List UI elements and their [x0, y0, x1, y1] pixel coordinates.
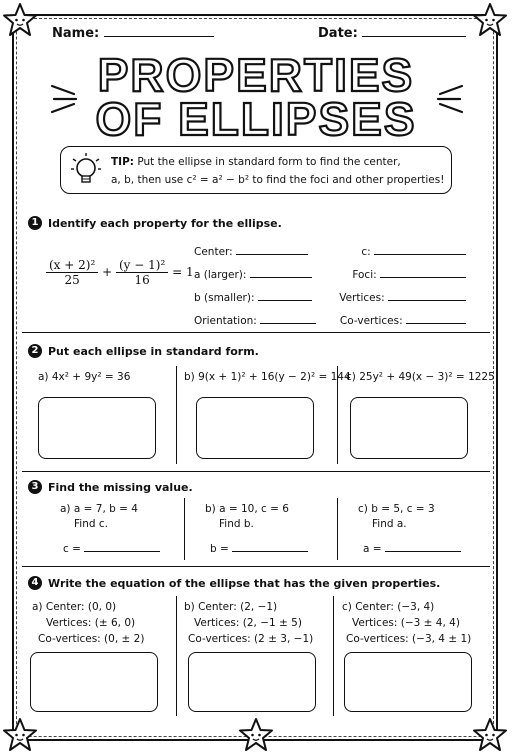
burst-lines-icon — [432, 80, 466, 116]
property-covertices[interactable] — [336, 310, 466, 333]
section1-left-properties — [194, 241, 316, 333]
answer-label: b = — [210, 543, 229, 555]
date-label: Date: — [318, 26, 358, 41]
problem-covertices: Co-vertices: (2 ± 3, −1) — [188, 633, 314, 645]
answer-label: c = — [63, 543, 81, 555]
tip-text — [111, 153, 444, 189]
tip-line1: Put the ellipse in standard form to find the center, — [137, 156, 401, 168]
section2-problem-a: a) 4x² + 9y² = 36 — [38, 371, 131, 383]
section3-problem-c — [358, 502, 435, 532]
star-icon — [2, 2, 38, 38]
page-title-line2: OF ELLIPSES — [95, 93, 417, 145]
burst-lines-icon — [48, 80, 82, 116]
property-label: a (larger): — [194, 269, 247, 281]
column-divider — [176, 596, 177, 716]
answer-box[interactable] — [188, 652, 316, 712]
section-divider — [22, 566, 490, 567]
problem-covertices: Co-vertices: (−3, 4 ± 1) — [346, 633, 472, 645]
property-b[interactable] — [194, 287, 316, 310]
tip-label: TIP: — [111, 156, 134, 168]
equation-numerator-2: (y − 1)² — [116, 258, 168, 273]
section1-title: Identify each property for the ellipse. — [48, 217, 282, 230]
property-label: Vertices: — [339, 292, 385, 304]
section3-problem-b — [205, 502, 289, 532]
equation-numerator-1: (x + 2)² — [46, 258, 98, 273]
section2-number: 2 — [28, 344, 42, 358]
answer-box[interactable] — [38, 397, 156, 459]
section-divider — [22, 332, 490, 333]
section4-problem-b — [184, 599, 313, 647]
date-field[interactable] — [318, 26, 466, 41]
answer-blank[interactable] — [388, 300, 466, 301]
section4-number: 4 — [28, 576, 42, 590]
property-label: c: — [361, 246, 371, 258]
equation-denominator-2: 16 — [134, 273, 150, 287]
column-divider — [333, 596, 334, 716]
property-label: Orientation: — [194, 315, 257, 327]
property-label: b (smaller): — [194, 292, 255, 304]
property-label: Co-vertices: — [339, 315, 403, 327]
section3-answer-b[interactable] — [210, 543, 308, 555]
section1-number: 1 — [28, 216, 42, 230]
answer-blank[interactable] — [258, 300, 312, 301]
column-divider — [337, 366, 338, 464]
name-blank[interactable] — [104, 36, 214, 37]
section3-answer-c[interactable] — [363, 543, 461, 555]
property-center[interactable] — [194, 241, 316, 264]
answer-box[interactable] — [196, 397, 314, 459]
date-blank[interactable] — [362, 36, 466, 37]
property-orientation[interactable] — [194, 310, 316, 333]
answer-blank[interactable] — [374, 254, 466, 255]
answer-blank[interactable] — [236, 254, 308, 255]
section3-title: Find the missing value. — [48, 481, 193, 494]
tip-box — [60, 146, 452, 194]
answer-box[interactable] — [30, 652, 158, 712]
section2-title: Put each ellipse in standard form. — [48, 345, 259, 358]
tip-line2: a, b, then use c² = a² − b² to find the foci and other properties! — [111, 174, 445, 186]
problem-given: b) a = 10, c = 6 — [205, 503, 289, 515]
answer-box[interactable] — [344, 652, 472, 712]
problem-covertices: Co-vertices: (0, ± 2) — [38, 633, 145, 645]
star-icon — [472, 717, 508, 753]
equation-rhs: = 1 — [172, 265, 194, 279]
answer-box[interactable] — [350, 397, 468, 459]
problem-given: a) a = 7, b = 4 — [60, 503, 138, 515]
problem-vertices: Vertices: (± 6, 0) — [46, 617, 136, 629]
answer-blank[interactable] — [250, 277, 312, 278]
section2-problem-c: c) 25y² + 49(x − 3)² = 1225 — [346, 371, 495, 383]
answer-blank[interactable] — [232, 551, 308, 552]
section4-problem-c — [342, 599, 471, 647]
answer-blank[interactable] — [380, 277, 466, 278]
name-field[interactable] — [52, 26, 214, 41]
problem-find: Find a. — [372, 518, 407, 530]
problem-center: a) Center: (0, 0) — [32, 601, 117, 613]
star-icon — [472, 2, 508, 38]
answer-blank[interactable] — [385, 551, 461, 552]
equation-plus: + — [102, 265, 113, 279]
problem-given: c) b = 5, c = 3 — [358, 503, 435, 515]
section-divider — [22, 471, 490, 472]
star-icon — [2, 717, 38, 753]
property-foci[interactable] — [336, 264, 466, 287]
name-label: Name: — [52, 26, 100, 41]
problem-center: b) Center: (2, −1) — [184, 601, 278, 613]
star-icon — [238, 717, 274, 753]
property-vertices[interactable] — [336, 287, 466, 310]
property-c[interactable] — [336, 241, 466, 264]
answer-blank[interactable] — [84, 551, 160, 552]
answer-label: a = — [363, 543, 382, 555]
lightbulb-icon — [69, 151, 103, 189]
problem-center: c) Center: (−3, 4) — [342, 601, 435, 613]
section4-title: Write the equation of the ellipse that has the given properties. — [48, 577, 441, 590]
column-divider — [337, 498, 338, 560]
section1-right-properties — [336, 241, 466, 333]
problem-vertices: Vertices: (2, −1 ± 5) — [194, 617, 302, 629]
problem-find: Find c. — [74, 518, 108, 530]
column-divider — [184, 498, 185, 560]
answer-blank[interactable] — [260, 323, 316, 324]
property-label: Center: — [194, 246, 233, 258]
section4-problem-a — [32, 599, 144, 647]
section1-equation — [46, 258, 194, 287]
column-divider — [176, 366, 177, 464]
problem-find: Find b. — [219, 518, 254, 530]
section2-problem-b: b) 9(x + 1)² + 16(y − 2)² = 144 — [184, 371, 351, 383]
problem-vertices: Vertices: (−3 ± 4, 4) — [352, 617, 460, 629]
section3-number: 3 — [28, 480, 42, 494]
section3-problem-a — [60, 502, 138, 532]
section3-answer-a[interactable] — [63, 543, 160, 555]
property-a[interactable] — [194, 264, 316, 287]
page-title-line1: PROPERTIES — [97, 49, 415, 101]
equation-denominator-1: 25 — [64, 273, 80, 287]
property-label: Foci: — [352, 269, 377, 281]
answer-blank[interactable] — [406, 323, 466, 324]
